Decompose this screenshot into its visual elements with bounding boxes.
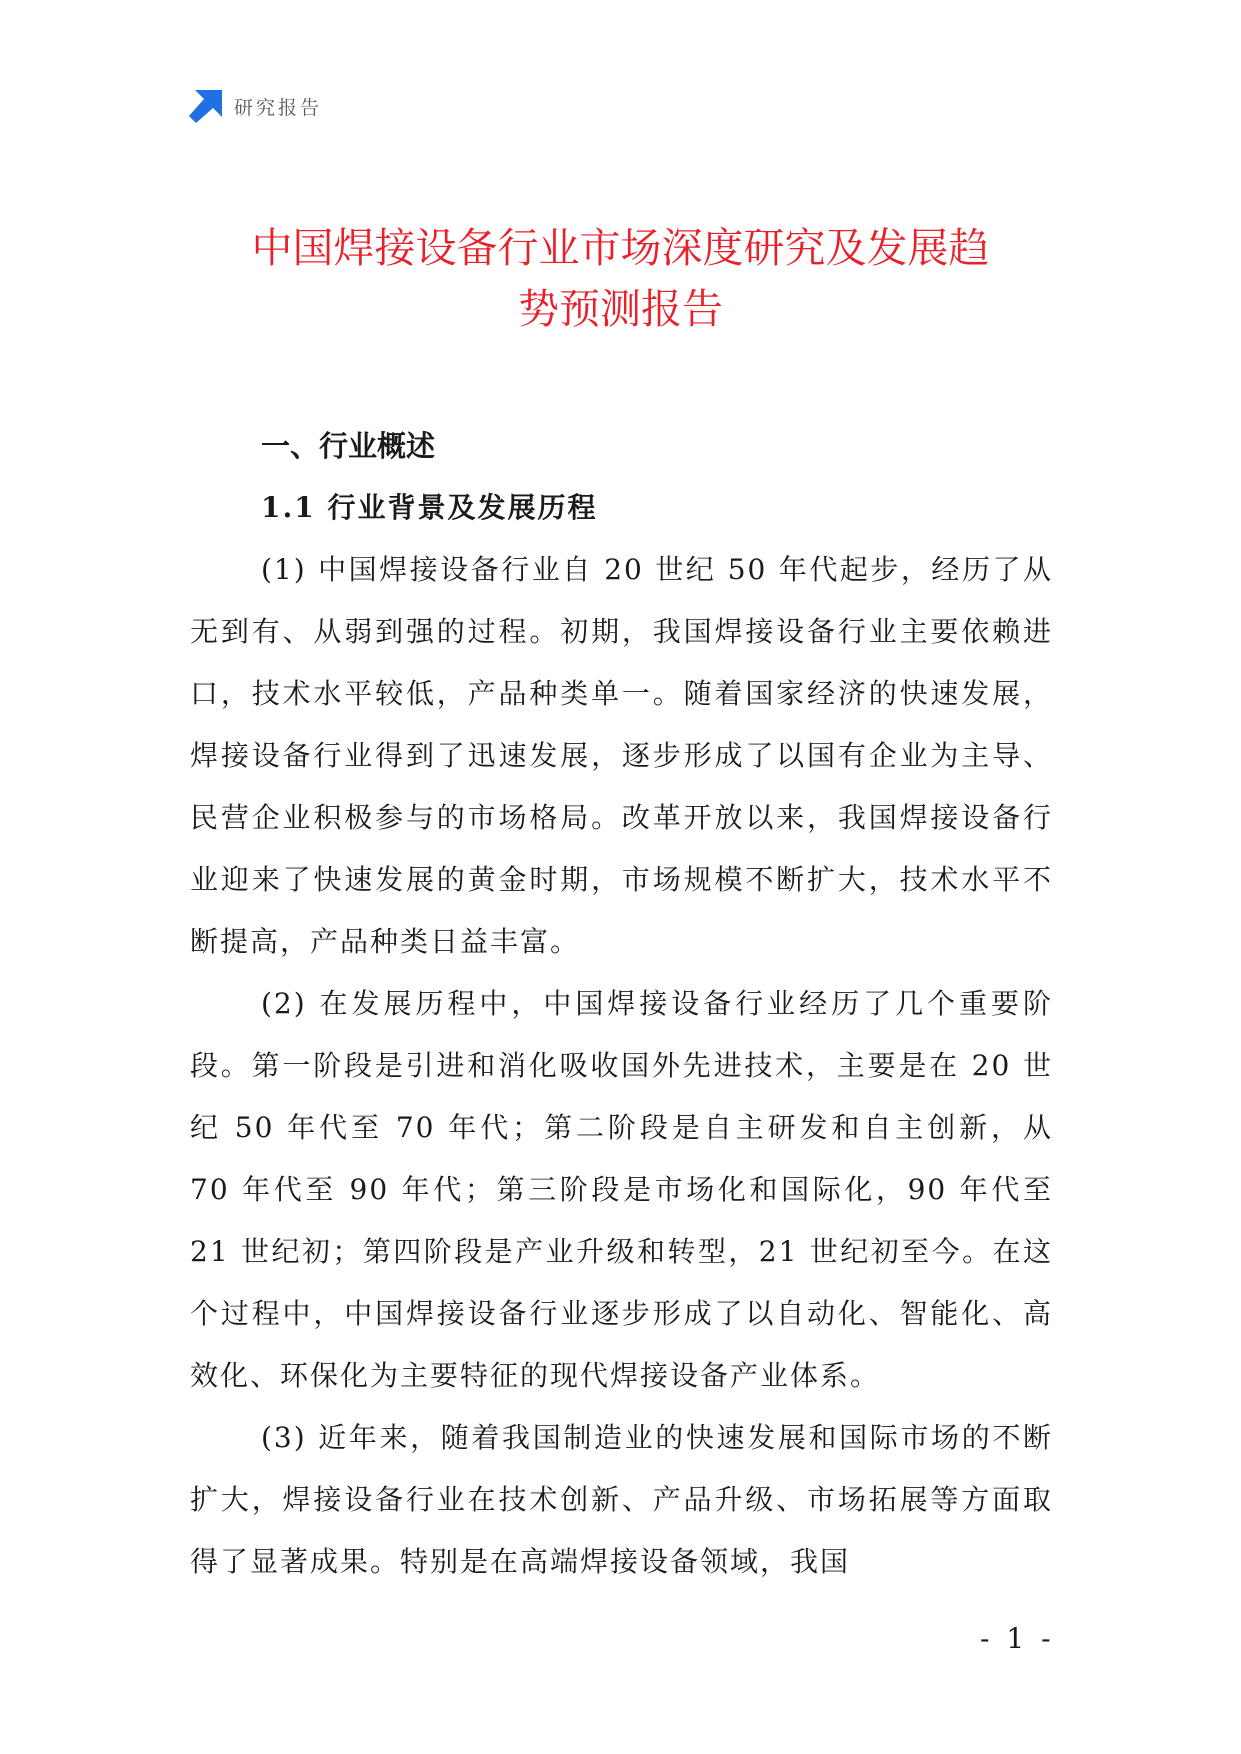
paragraph-1: (1) 中国焊接设备行业自 20 世纪 50 年代起步，经历了从无到有、从弱到强的过程。初期，我国焊接设备行业主要依赖进口，技术水平较低，产品种类单一。随着国家经济的快速发展，焊接设备行业得到了迅速发展，逐步形成了以国有企业为主导、民营企业积极参与的市场格局。改革开放以来，我国焊接设备行业迎来了快速发展的黄金时期，市场规模不断扩大，技术水平不断提高，产品种类日益丰富。 <box>190 553 1053 958</box>
document-body <box>190 415 1053 1593</box>
paragraph-2: (2) 在发展历程中，中国焊接设备行业经历了几个重要阶段。第一阶段是引进和消化吸收国外先进技术，主要是在 20 世纪 50 年代至 70 年代；第二阶段是自主研发和自主创新，从 70 年代至 90 年代；第三阶段是市场化和国际化，90 年代至 21 世纪初；第四阶段是产业升级和转型，21 世纪初至今。在这个过程中，中国焊接设备行业逐步形成了以自动化、智能化、高效化、环保化为主要特征的现代焊接设备产业体系。 <box>190 987 1053 1392</box>
section-heading: 一、行业概述 <box>261 429 436 463</box>
document-title-line-2: 势预测报告 <box>518 285 723 333</box>
arrow-up-right-icon <box>189 90 222 123</box>
page-number: - 1 - <box>980 1622 1055 1655</box>
paragraph-3: (3) 近年来，随着我国制造业的快速发展和国际市场的不断扩大，焊接设备行业在技术创新、产品升级、市场拓展等方面取得了显著成果。特别是在高端焊接设备领域，我国 <box>190 1421 1053 1578</box>
subsection-heading: 1.1 行业背景及发展历程 <box>261 491 598 524</box>
header-label: 研究报告 <box>234 96 323 119</box>
document-title-line-1: 中国焊接设备行业市场深度研究及发展趋 <box>251 224 990 272</box>
document-header <box>189 88 322 124</box>
document-title <box>150 218 1091 340</box>
